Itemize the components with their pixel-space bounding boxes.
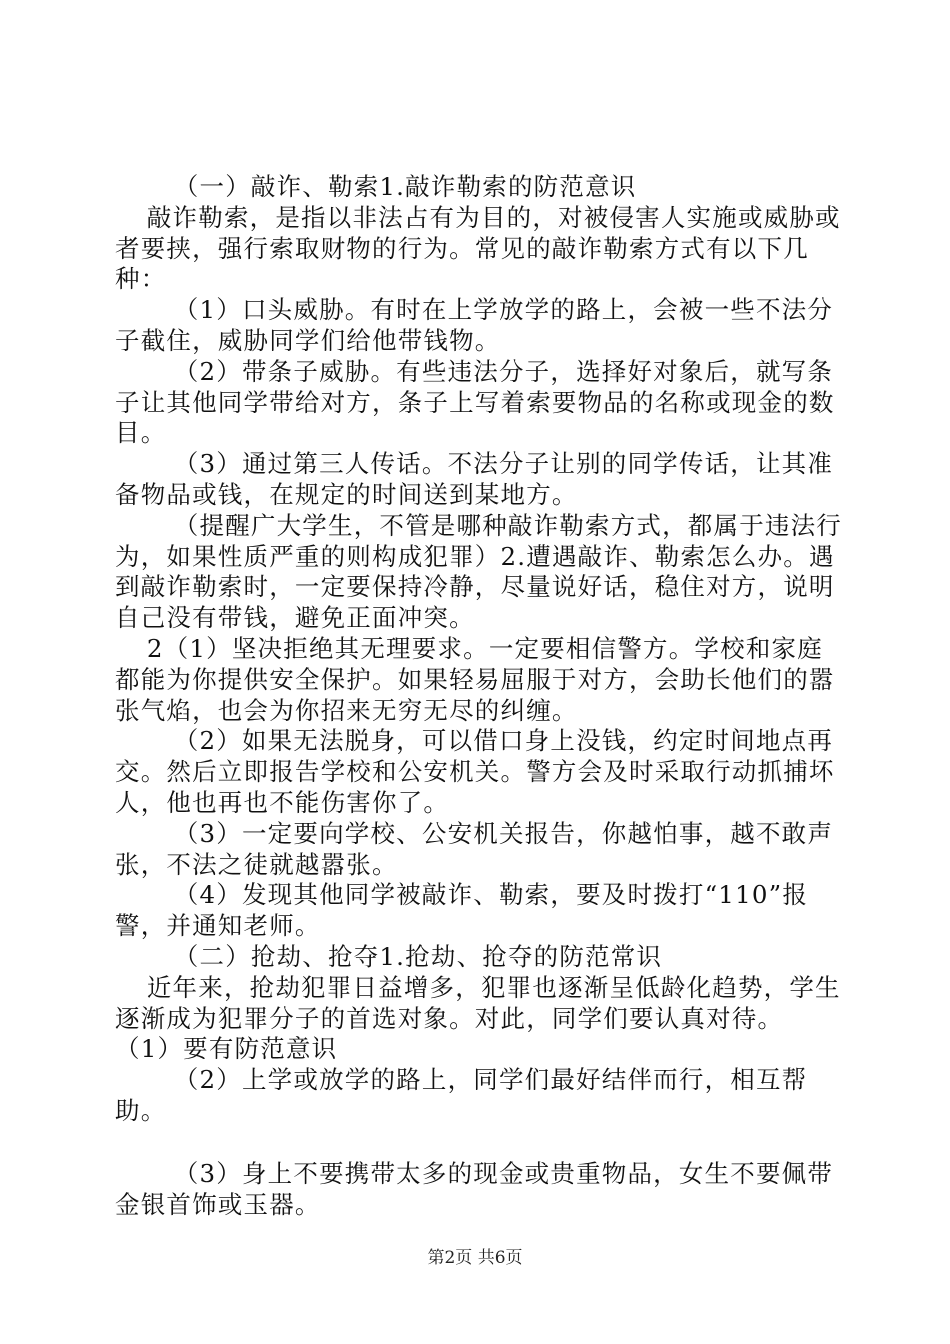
paragraph: 2（1）坚决拒绝其无理要求。一定要相信警方。学校和家庭都能为你提供安全保护。如果轻易屈服于对方，会助长他们的嚣张气焰，也会为你招来无穷无尽的纠缠。 [115,633,835,725]
paragraph: （1）口头威胁。有时在上学放学的路上，会被一些不法分子截住，威胁同学们给他带钱物。 [115,295,834,355]
paragraph: （2）如果无法脱身，可以借口身上没钱，约定时间地点再交。然后立即报告学校和公安机关。警方会及时采取行动抓捕坏人，他也再也不能伤害你了。 [115,726,835,817]
paragraph: （2）上学或放学的路上，同学们最好结伴而行，相互帮助。 [115,1065,808,1125]
page-number-footer: 第2页 共6页 [427,1248,523,1268]
paragraph: （3）一定要向学校、公安机关报告，你越怕事，越不敢声张，不法之徒就越嚣张。 [115,818,834,879]
section-heading-extortion: （一）敲诈、勒索1.敲诈勒索的防范意识 [173,172,637,201]
paragraph: （3）通过第三人传话。不法分子让别的同学传话，让其准备物品或钱，在规定的时间送到某地方。 [115,449,834,509]
paragraph-gap [115,1127,845,1159]
paragraph: 敲诈勒索，是指以非法占有为目的，对被侵害人实施或威胁或者要挟，强行索取财物的行为。常见的敲诈勒索方式有以下几种： [115,202,841,294]
paragraph: （3）身上不要携带太多的现金或贵重物品，女生不要佩带金银首饰或玉器。 [115,1158,834,1219]
section-heading-robbery: （二）抢劫、抢夺1.抢劫、抢夺的防范常识 [173,941,663,971]
document-body [115,172,845,1220]
paragraph: （1）要有防范意识 [115,1034,338,1064]
paragraph: （4）发现其他同学被敲诈、勒索，要及时拨打“110”报警，并通知老师。 [115,880,809,941]
paragraph: （提醒广大学生，不管是哪种敲诈勒索方式，都属于违法行为，如果性质严重的则构成犯罪）2.遭遇敲诈、勒索怎么办。遇到敲诈勒索时，一定要保持冷静，尽量说好话，稳住对方，说明自己没有带钱，避免正面冲突。 [115,510,842,633]
paragraph: （2）带条子威胁。有些违法分子，选择好对象后，就写条子让其他同学带给对方，条子上写着索要物品的名称或现金的数目。 [115,356,835,448]
paragraph: 近年来，抢劫犯罪日益增多，犯罪也逐渐呈低龄化趋势，学生逐渐成为犯罪分子的首选对象。对此，同学们要认真对待。 [115,972,841,1033]
